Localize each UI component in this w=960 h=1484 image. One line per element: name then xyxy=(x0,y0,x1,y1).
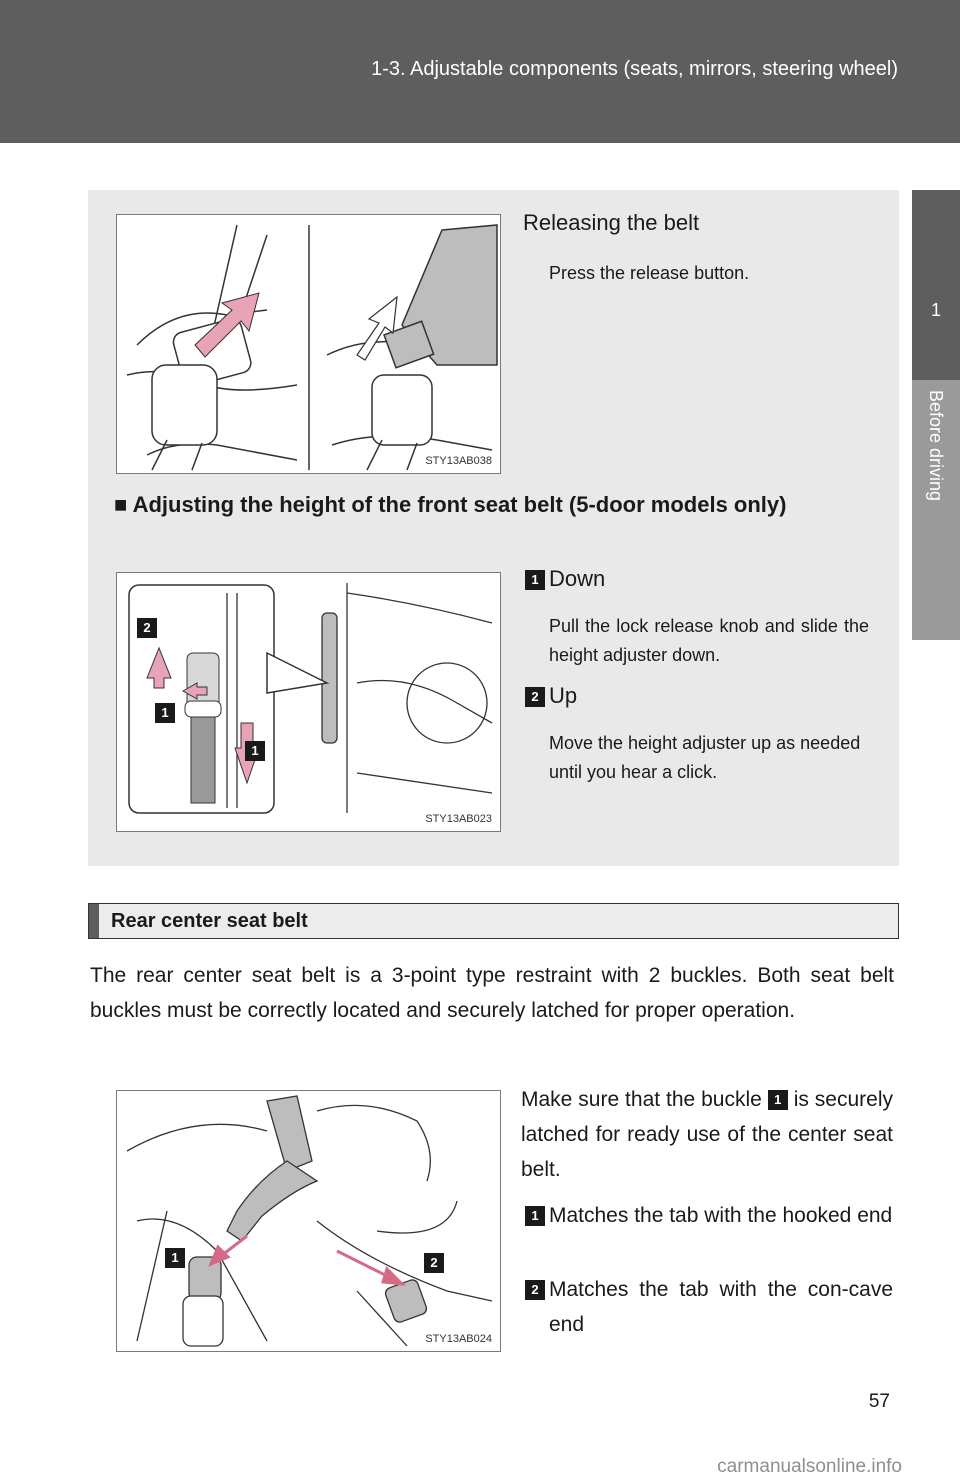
badge-2: 2 xyxy=(525,687,545,707)
release-title: Releasing the belt xyxy=(523,210,700,235)
callout-2: 2 xyxy=(424,1253,444,1273)
down-title: Down xyxy=(549,566,606,591)
badge-2: 2 xyxy=(525,1280,545,1300)
up-body: Move the height adjuster up as needed until you hear a click. xyxy=(549,733,861,782)
bullet-square: ■ xyxy=(114,492,128,517)
badge-1: 1 xyxy=(525,1206,545,1226)
height-adjuster-illustration xyxy=(116,572,501,832)
rear-intro-end: is securely latched for ready use of the center seat belt. xyxy=(521,1088,894,1181)
release-body: Press the release button. xyxy=(549,263,750,283)
badge-1: 1 xyxy=(525,570,545,590)
rear-center-belt-illustration xyxy=(116,1090,501,1352)
chapter-label-tab xyxy=(912,380,960,640)
chapter-title: 1-3. Adjustable components (seats, mirrors, steering wheel) xyxy=(371,58,898,80)
down-body: Pull the lock release knob and slide the height adjuster down. xyxy=(549,616,869,665)
callout-1: 1 xyxy=(155,703,175,723)
release-belt-illustration xyxy=(116,214,501,474)
page-header xyxy=(0,0,960,143)
figure-code: STY13AB023 xyxy=(425,813,492,825)
section-title: Rear center seat belt xyxy=(111,910,308,932)
chapter-label: Before driving xyxy=(926,390,946,502)
rear-item-2: Matches the tab with the con-cave end xyxy=(549,1278,893,1336)
up-title: Up xyxy=(549,683,578,708)
watermark: carmanualsonline.info xyxy=(717,1456,902,1477)
height-heading xyxy=(114,488,866,522)
figure-code: STY13AB024 xyxy=(425,1333,492,1345)
callout-1: 1 xyxy=(245,741,265,761)
figure-code: STY13AB038 xyxy=(425,455,492,467)
rear-intro xyxy=(521,1082,893,1187)
rear-intro-start: Make sure that the buckle xyxy=(521,1088,762,1111)
callout-2: 2 xyxy=(137,618,157,638)
rear-paragraph: The rear center seat belt is a 3-point type restraint with 2 buckles. Both seat belt buckles must be correctly located and securely latched for proper operation. xyxy=(90,964,894,1022)
release-belt-drawing xyxy=(117,215,501,474)
page-number: 57 xyxy=(868,1391,890,1412)
rear-center-belt-drawing xyxy=(117,1091,501,1352)
section-bar xyxy=(88,903,899,939)
chapter-number: 1 xyxy=(930,300,941,320)
chapter-tab xyxy=(912,190,960,380)
rear-item-1: Matches the tab with the hooked end xyxy=(549,1204,893,1227)
callout-1: 1 xyxy=(165,1248,185,1268)
intro-badge-1: 1 xyxy=(768,1090,788,1110)
height-heading-text: Adjusting the height of the front seat belt (5-door models only) xyxy=(132,492,787,517)
